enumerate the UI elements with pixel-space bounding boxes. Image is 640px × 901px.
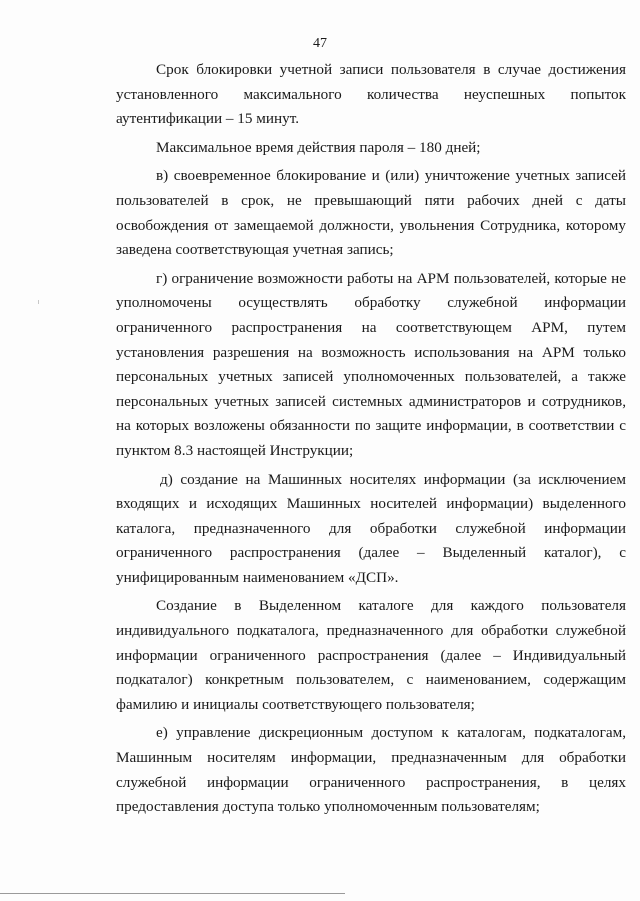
page-number: 47 [313, 36, 327, 51]
scan-speck [38, 300, 39, 304]
paragraph-item-d: д) создание на Машинных носителях информации (за исключением входящих и исходящих Машинных носителей информации) выделенного каталога, предназначенного для обработки служебной информации ограниченного распространения (далее – Выделенный каталог), с унифицированным наименованием «ДСП». [116, 470, 626, 586]
bottom-scan-edge-line [0, 893, 345, 894]
paragraph-item-v: в) своевременное блокирование и (или) уничтожение учетных записей пользователей в срок, не превышающий пяти рабочих дней с даты освобождения от замещаемой должности, увольнения Сотрудника, которому заведена соответствующая учетная запись; [116, 167, 626, 259]
paragraph-password-max-age: Максимальное время действия пароля – 180 дней; [156, 138, 481, 156]
paragraph-item-g: г) ограничение возможности работы на АРМ пользователей, которые не уполномочены осуществлять обработку служебной информации ограниченного распространения на соответствующем АРМ, путем установления разрешения на возможность использования на АРМ только персональных учетных записей уполномоченных пользователей, а также персональных учетных записей системных администраторов и сотрудников, на которых возложены обязанности по защите информации, в соответствии с пунктом 8.3 настоящей Инструкции; [116, 269, 626, 459]
document-body [116, 58, 626, 820]
paragraph-lockout-duration: Срок блокировки учетной записи пользователя в случае достижения установленного максимального количества неуспешных попыток аутентификации – 15 минут. [116, 61, 626, 128]
paragraph-item-e: е) управление дискреционным доступом к каталогам, подкаталогам, Машинным носителям информации, предназначенным для обработки служебной информации ограниченного распространения, в целях предоставления доступа только уполномоченным пользователям; [116, 724, 626, 816]
paragraph-subdirectory-creation: Создание в Выделенном каталоге для каждого пользователя индивидуального подкаталога, предназначенного для обработки служебной информации ограниченного распространения (далее – Индивидуальный подкаталог) конкретным пользователем, с наименованием, содержащим фамилию и инициалы соответствующего пользователя; [116, 597, 626, 713]
